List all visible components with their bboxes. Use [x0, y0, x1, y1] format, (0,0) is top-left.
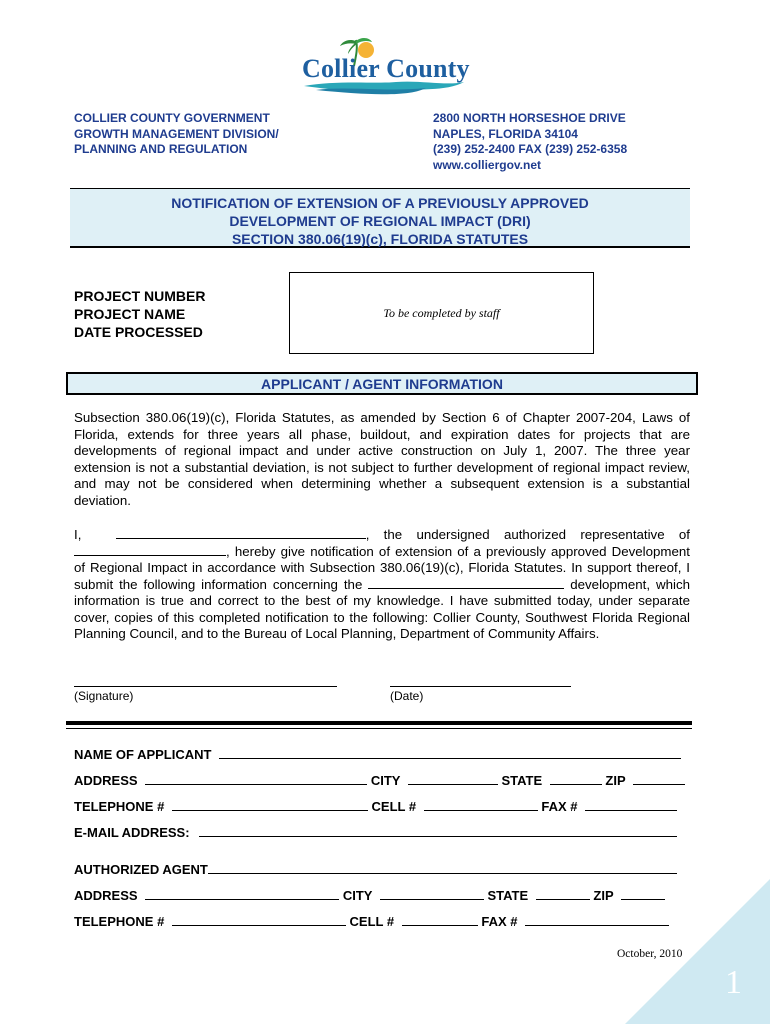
form-title-box	[70, 188, 690, 248]
form-title-line: DEVELOPMENT OF REGIONAL IMPACT (DRI)	[229, 213, 531, 229]
applicant-zip-label: ZIP	[605, 773, 626, 788]
applicant-entity-field[interactable]	[74, 544, 226, 556]
applicant-name-row	[74, 747, 681, 762]
page-number: 1	[725, 964, 742, 1001]
signature-date-field[interactable]	[390, 686, 571, 687]
revision-date: October, 2010	[617, 948, 683, 960]
address-line: NAPLES, FLORIDA 34104	[433, 126, 578, 141]
agency-line: GROWTH MANAGEMENT DIVISION/	[74, 126, 279, 141]
cert-text: I,	[74, 527, 82, 542]
agency-address-block	[433, 111, 627, 173]
agent-address-label: ADDRESS	[74, 888, 138, 903]
agent-state-label: STATE	[487, 888, 529, 903]
project-labels	[74, 287, 205, 341]
agent-name-field[interactable]	[208, 862, 677, 874]
signature-field[interactable]	[74, 686, 337, 687]
agent-phone-row	[74, 914, 669, 929]
applicant-email-field[interactable]	[199, 825, 677, 837]
agent-zip-label: ZIP	[593, 888, 614, 903]
applicant-city-label: CITY	[370, 773, 401, 788]
signature-date-label: (Date)	[390, 689, 424, 703]
agent-telephone-label: TELEPHONE #	[74, 914, 165, 929]
logo-wordmark: Collier County	[302, 54, 470, 83]
agent-address-field[interactable]	[145, 888, 339, 900]
applicant-email-label: E-MAIL ADDRESS:	[74, 825, 190, 840]
page-corner-decoration	[625, 879, 770, 1024]
cert-text: , hereby give notification of extension of a previously approved Development of Regional Impact in accordance with Subsection 380.06(19)(c), Florida Statutes. In support thereof, I submit the following information concerning the	[74, 543, 690, 592]
applicant-state-label: STATE	[501, 773, 543, 788]
applicant-name-field[interactable]	[219, 747, 681, 759]
applicant-fax-field[interactable]	[585, 799, 677, 811]
applicant-fax-label: FAX #	[541, 799, 578, 814]
agency-name-block	[74, 111, 279, 158]
section-heading-text: APPLICANT / AGENT INFORMATION	[261, 376, 503, 392]
applicant-cell-field[interactable]	[424, 799, 538, 811]
applicant-address-label: ADDRESS	[74, 773, 138, 788]
section-divider	[66, 728, 692, 729]
certification-paragraph	[74, 527, 690, 643]
agent-telephone-field[interactable]	[172, 914, 346, 926]
agent-cell-field[interactable]	[402, 914, 478, 926]
agent-state-field[interactable]	[536, 888, 590, 900]
cert-text: , the undersigned authorized representative of	[365, 527, 690, 542]
agent-city-field[interactable]	[380, 888, 484, 900]
agent-city-label: CITY	[342, 888, 373, 903]
cert-text: development, which information is true and correct to the best of my knowledge. I have submitted today, under separate cover, copies of this completed notification to the following: Collier County, Southwest Florida Regional Planning Council, and to the Bureau of Local Planning, Department of Community Affairs.	[74, 576, 690, 641]
applicant-email-row	[74, 825, 677, 840]
staff-use-box[interactable]	[289, 272, 594, 354]
agent-fax-label: FAX #	[481, 914, 518, 929]
collier-county-logo	[296, 36, 470, 98]
form-title-line: NOTIFICATION OF EXTENSION OF A PREVIOUSLY APPROVED	[171, 195, 589, 211]
development-name-field[interactable]	[368, 577, 564, 589]
address-line: 2800 NORTH HORSESHOE DRIVE	[433, 111, 626, 125]
agent-cell-label: CELL #	[349, 914, 395, 929]
applicant-address-row	[74, 773, 685, 788]
applicant-telephone-label: TELEPHONE #	[74, 799, 165, 814]
project-number-label: PROJECT NUMBER	[74, 288, 206, 304]
project-name-label: PROJECT NAME	[74, 306, 186, 322]
applicant-telephone-field[interactable]	[172, 799, 368, 811]
applicant-city-field[interactable]	[408, 773, 498, 785]
date-processed-label: DATE PROCESSED	[74, 324, 203, 340]
statute-paragraph: Subsection 380.06(19)(c), Florida Statutes, as amended by Section 6 of Chapter 2007-204, Laws of Florida, extends for three years all phase, buildout, and expiration dates for projects that are developments of regional impact and under active construction on July 1, 2007. The three year extension is not a substantial deviation, is not subject to further development of regional impact review, and may not be considered when determining whether a subsequent extension is a substantial deviation.	[74, 410, 690, 508]
agency-line: PLANNING AND REGULATION	[74, 142, 248, 156]
applicant-zip-field[interactable]	[633, 773, 685, 785]
applicant-section-heading	[66, 372, 698, 395]
representative-name-field[interactable]	[116, 527, 366, 539]
agent-name-label: AUTHORIZED AGENT	[74, 862, 208, 877]
agency-line: COLLIER COUNTY GOVERNMENT	[74, 111, 270, 125]
staff-use-note: To be completed by staff	[383, 305, 500, 320]
applicant-name-label: NAME OF APPLICANT	[74, 747, 212, 762]
website-link[interactable]: www.colliergov.net	[433, 157, 542, 172]
section-divider	[66, 721, 692, 725]
phone-fax-line: (239) 252-2400 FAX (239) 252-6358	[433, 142, 628, 156]
applicant-state-field[interactable]	[550, 773, 602, 785]
agent-address-row	[74, 888, 665, 903]
applicant-cell-label: CELL #	[371, 799, 417, 814]
applicant-phone-row	[74, 799, 677, 814]
signature-label: (Signature)	[74, 689, 134, 703]
form-title-line: SECTION 380.06(19)(c), FLORIDA STATUTES	[231, 231, 529, 247]
agent-name-row	[74, 862, 677, 877]
applicant-address-field[interactable]	[145, 773, 367, 785]
